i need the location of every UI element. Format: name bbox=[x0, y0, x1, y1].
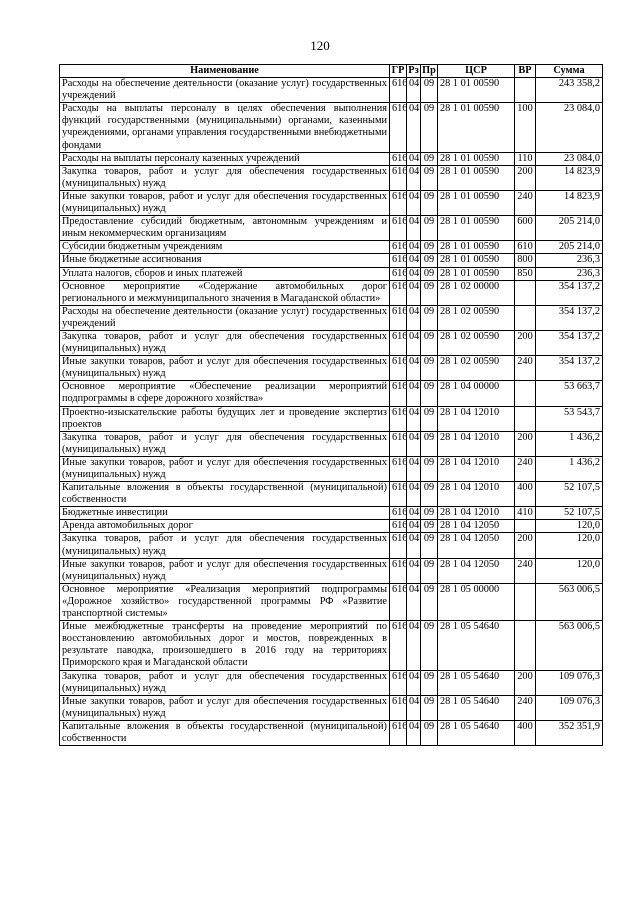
table-row bbox=[60, 190, 603, 215]
row-vr: 800 bbox=[515, 254, 536, 267]
row-gr: 616 bbox=[390, 520, 407, 533]
row-vr: 600 bbox=[515, 216, 536, 241]
row-pr: 09 bbox=[421, 406, 438, 431]
row-gr: 616 bbox=[390, 152, 407, 165]
row-csr: 28 1 02 00000 bbox=[438, 280, 515, 305]
row-rz: 04 bbox=[407, 482, 421, 507]
row-gr: 616 bbox=[390, 165, 407, 190]
row-name: Закупка товаров, работ и услуг для обеспечения государственных (муниципальных) нужд bbox=[60, 330, 390, 355]
row-csr: 28 1 01 00590 bbox=[438, 152, 515, 165]
row-pr: 09 bbox=[421, 621, 438, 670]
row-pr: 09 bbox=[421, 330, 438, 355]
row-gr: 616 bbox=[390, 381, 407, 406]
row-name: Предоставление субсидий бюджетным, автономным учреждениям и иным некоммерческим организациям bbox=[60, 216, 390, 241]
row-csr: 28 1 05 54640 bbox=[438, 670, 515, 695]
row-rz: 04 bbox=[407, 558, 421, 583]
row-rz: 04 bbox=[407, 381, 421, 406]
table-row bbox=[60, 152, 603, 165]
row-gr: 616 bbox=[390, 267, 407, 280]
table-header bbox=[60, 65, 603, 78]
row-pr: 09 bbox=[421, 456, 438, 481]
row-gr: 616 bbox=[390, 103, 407, 152]
row-sum: 52 107,5 bbox=[536, 482, 603, 507]
row-rz: 04 bbox=[407, 241, 421, 254]
row-sum: 53 663,7 bbox=[536, 381, 603, 406]
row-vr: 200 bbox=[515, 330, 536, 355]
row-rz: 04 bbox=[407, 456, 421, 481]
table-row bbox=[60, 330, 603, 355]
row-pr: 09 bbox=[421, 558, 438, 583]
row-name: Субсидии бюджетным учреждениям bbox=[60, 241, 390, 254]
row-csr: 28 1 05 00000 bbox=[438, 583, 515, 620]
table-row bbox=[60, 507, 603, 520]
row-rz: 04 bbox=[407, 267, 421, 280]
header-gr: ГР bbox=[390, 65, 407, 78]
row-rz: 04 bbox=[407, 190, 421, 215]
row-name: Расходы на выплаты персоналу казенных учреждений bbox=[60, 152, 390, 165]
table-row bbox=[60, 431, 603, 456]
row-name: Закупка товаров, работ и услуг для обеспечения государственных (муниципальных) нужд bbox=[60, 533, 390, 558]
row-pr: 09 bbox=[421, 152, 438, 165]
row-rz: 04 bbox=[407, 720, 421, 745]
row-vr: 240 bbox=[515, 695, 536, 720]
table-row bbox=[60, 482, 603, 507]
budget-table bbox=[59, 64, 603, 746]
row-gr: 616 bbox=[390, 406, 407, 431]
row-pr: 09 bbox=[421, 695, 438, 720]
row-vr bbox=[515, 621, 536, 670]
row-pr: 09 bbox=[421, 507, 438, 520]
row-csr: 28 1 04 12010 bbox=[438, 507, 515, 520]
row-gr: 616 bbox=[390, 558, 407, 583]
row-name: Основное мероприятие «Обеспечение реализации мероприятий подпрограммы в сфере дорожного хозяйства» bbox=[60, 381, 390, 406]
row-name: Бюджетные инвестиции bbox=[60, 507, 390, 520]
row-vr bbox=[515, 406, 536, 431]
header-rz: Рз bbox=[408, 65, 419, 76]
row-csr: 28 1 01 00590 bbox=[438, 241, 515, 254]
row-gr: 616 bbox=[390, 456, 407, 481]
row-gr: 616 bbox=[390, 190, 407, 215]
row-rz: 04 bbox=[407, 330, 421, 355]
row-sum: 205 214,0 bbox=[536, 216, 603, 241]
row-rz: 04 bbox=[407, 305, 421, 330]
row-vr: 200 bbox=[515, 670, 536, 695]
table-row bbox=[60, 558, 603, 583]
row-csr: 28 1 04 12010 bbox=[438, 456, 515, 481]
row-csr: 28 1 01 00590 bbox=[438, 78, 515, 103]
row-sum: 120,0 bbox=[536, 558, 603, 583]
header-sum: Сумма bbox=[536, 65, 603, 78]
row-sum: 23 084,0 bbox=[536, 152, 603, 165]
table-row bbox=[60, 583, 603, 620]
row-name: Капитальные вложения в объекты государственной (муниципальной) собственности bbox=[60, 482, 390, 507]
row-rz: 04 bbox=[407, 280, 421, 305]
row-rz: 04 bbox=[407, 583, 421, 620]
row-pr: 09 bbox=[421, 431, 438, 456]
header-vr: ВР bbox=[515, 65, 536, 78]
row-vr bbox=[515, 305, 536, 330]
row-name: Иные межбюджетные трансферты на проведение мероприятий по восстановлению автомобильных дорог и мостов, поврежденных в результате паводка, произошедшего в 2016 году на территориях Приморского края и Магаданской области bbox=[60, 621, 390, 670]
table-row bbox=[60, 621, 603, 670]
row-rz: 04 bbox=[407, 216, 421, 241]
row-gr: 616 bbox=[390, 305, 407, 330]
row-rz: 04 bbox=[407, 406, 421, 431]
table-row bbox=[60, 670, 603, 695]
row-gr: 616 bbox=[390, 356, 407, 381]
header-name: Наименование bbox=[60, 65, 390, 78]
row-name: Иные закупки товаров, работ и услуг для обеспечения государственных (муниципальных) нужд bbox=[60, 190, 390, 215]
row-sum: 53 543,7 bbox=[536, 406, 603, 431]
row-sum: 14 823,9 bbox=[536, 190, 603, 215]
table-row bbox=[60, 305, 603, 330]
row-csr: 28 1 01 00590 bbox=[438, 267, 515, 280]
row-name: Основное мероприятие «Реализация мероприятий подпрограммы «Дорожное хозяйство» государственной программы РФ «Развитие транспортной системы» bbox=[60, 583, 390, 620]
row-pr: 09 bbox=[421, 254, 438, 267]
row-pr: 09 bbox=[421, 482, 438, 507]
row-vr: 400 bbox=[515, 482, 536, 507]
row-csr: 28 1 02 00590 bbox=[438, 330, 515, 355]
row-pr: 09 bbox=[421, 381, 438, 406]
row-gr: 616 bbox=[390, 78, 407, 103]
table-row bbox=[60, 456, 603, 481]
row-csr: 28 1 05 54640 bbox=[438, 720, 515, 745]
row-name: Уплата налогов, сборов и иных платежей bbox=[60, 267, 390, 280]
row-csr: 28 1 04 12010 bbox=[438, 431, 515, 456]
row-csr: 28 1 05 54640 bbox=[438, 621, 515, 670]
row-sum: 354 137,2 bbox=[536, 356, 603, 381]
row-gr: 616 bbox=[390, 431, 407, 456]
row-pr: 09 bbox=[421, 670, 438, 695]
row-rz: 04 bbox=[407, 621, 421, 670]
row-csr: 28 1 04 12050 bbox=[438, 533, 515, 558]
table-row bbox=[60, 103, 603, 152]
row-pr: 09 bbox=[421, 533, 438, 558]
row-csr: 28 1 05 54640 bbox=[438, 695, 515, 720]
row-sum: 14 823,9 bbox=[536, 165, 603, 190]
row-pr: 09 bbox=[421, 280, 438, 305]
table-body bbox=[60, 78, 603, 746]
row-rz: 04 bbox=[407, 507, 421, 520]
row-rz: 04 bbox=[407, 520, 421, 533]
row-rz: 04 bbox=[407, 78, 421, 103]
row-pr: 09 bbox=[421, 241, 438, 254]
row-sum: 109 076,3 bbox=[536, 695, 603, 720]
row-csr: 28 1 04 12050 bbox=[438, 558, 515, 583]
header-row bbox=[60, 65, 603, 78]
row-gr: 616 bbox=[390, 621, 407, 670]
row-pr: 09 bbox=[421, 267, 438, 280]
row-gr: 616 bbox=[390, 216, 407, 241]
row-sum: 563 006,5 bbox=[536, 583, 603, 620]
row-name: Проектно-изыскательские работы будущих лет и проведение экспертиз проектов bbox=[60, 406, 390, 431]
row-name: Расходы на обеспечение деятельности (оказание услуг) государственных учреждений bbox=[60, 305, 390, 330]
row-vr bbox=[515, 280, 536, 305]
table-row bbox=[60, 280, 603, 305]
row-gr: 616 bbox=[390, 330, 407, 355]
row-name: Иные закупки товаров, работ и услуг для обеспечения государственных (муниципальных) нужд bbox=[60, 695, 390, 720]
row-sum: 563 006,5 bbox=[536, 621, 603, 670]
row-sum: 205 214,0 bbox=[536, 241, 603, 254]
table-row bbox=[60, 406, 603, 431]
row-csr: 28 1 04 12010 bbox=[438, 482, 515, 507]
row-csr: 28 1 04 00000 bbox=[438, 381, 515, 406]
row-csr: 28 1 04 12050 bbox=[438, 520, 515, 533]
row-vr: 100 bbox=[515, 103, 536, 152]
table-row bbox=[60, 720, 603, 745]
row-sum: 52 107,5 bbox=[536, 507, 603, 520]
row-rz: 04 bbox=[407, 356, 421, 381]
row-sum: 120,0 bbox=[536, 520, 603, 533]
row-name: Расходы на обеспечение деятельности (оказание услуг) государственных учреждений bbox=[60, 78, 390, 103]
row-vr bbox=[515, 381, 536, 406]
row-sum: 236,3 bbox=[536, 254, 603, 267]
row-vr: 240 bbox=[515, 558, 536, 583]
row-sum: 243 358,2 bbox=[536, 78, 603, 103]
row-vr: 850 bbox=[515, 267, 536, 280]
row-csr: 28 1 02 00590 bbox=[438, 356, 515, 381]
row-pr: 09 bbox=[421, 356, 438, 381]
row-vr: 240 bbox=[515, 356, 536, 381]
row-pr: 09 bbox=[421, 583, 438, 620]
row-gr: 616 bbox=[390, 720, 407, 745]
row-sum: 1 436,2 bbox=[536, 431, 603, 456]
row-name: Иные бюджетные ассигнования bbox=[60, 254, 390, 267]
row-gr: 616 bbox=[390, 254, 407, 267]
row-pr: 09 bbox=[421, 165, 438, 190]
row-rz: 04 bbox=[407, 165, 421, 190]
table-row bbox=[60, 267, 603, 280]
row-csr: 28 1 01 00590 bbox=[438, 216, 515, 241]
table-row bbox=[60, 520, 603, 533]
header-csr: ЦСР bbox=[438, 65, 515, 78]
row-sum: 354 137,2 bbox=[536, 305, 603, 330]
row-name: Основное мероприятие «Содержание автомобильных дорог регионального и межмуниципального значения в Магаданской области» bbox=[60, 280, 390, 305]
row-sum: 236,3 bbox=[536, 267, 603, 280]
row-csr: 28 1 01 00590 bbox=[438, 190, 515, 215]
table-row bbox=[60, 695, 603, 720]
table-row bbox=[60, 381, 603, 406]
row-pr: 09 bbox=[421, 720, 438, 745]
row-vr: 110 bbox=[515, 152, 536, 165]
row-gr: 616 bbox=[390, 533, 407, 558]
row-pr: 09 bbox=[421, 305, 438, 330]
row-name: Иные закупки товаров, работ и услуг для обеспечения государственных (муниципальных) нужд bbox=[60, 456, 390, 481]
row-vr: 200 bbox=[515, 431, 536, 456]
row-rz: 04 bbox=[407, 695, 421, 720]
row-rz: 04 bbox=[407, 103, 421, 152]
row-vr: 240 bbox=[515, 190, 536, 215]
row-vr bbox=[515, 520, 536, 533]
row-rz: 04 bbox=[407, 254, 421, 267]
table-row bbox=[60, 254, 603, 267]
row-name: Аренда автомобильных дорог bbox=[60, 520, 390, 533]
row-sum: 120,0 bbox=[536, 533, 603, 558]
row-pr: 09 bbox=[421, 190, 438, 215]
row-gr: 616 bbox=[390, 695, 407, 720]
table-row bbox=[60, 165, 603, 190]
row-name: Закупка товаров, работ и услуг для обеспечения государственных (муниципальных) нужд bbox=[60, 165, 390, 190]
row-gr: 616 bbox=[390, 280, 407, 305]
row-csr: 28 1 01 00590 bbox=[438, 103, 515, 152]
row-rz: 04 bbox=[407, 533, 421, 558]
table-row bbox=[60, 78, 603, 103]
row-csr: 28 1 01 00590 bbox=[438, 254, 515, 267]
row-vr: 200 bbox=[515, 533, 536, 558]
row-sum: 352 351,9 bbox=[536, 720, 603, 745]
row-name: Иные закупки товаров, работ и услуг для обеспечения государственных (муниципальных) нужд bbox=[60, 558, 390, 583]
row-csr: 28 1 04 12010 bbox=[438, 406, 515, 431]
row-sum: 354 137,2 bbox=[536, 280, 603, 305]
row-name: Капитальные вложения в объекты государственной (муниципальной) собственности bbox=[60, 720, 390, 745]
row-vr bbox=[515, 583, 536, 620]
row-vr: 400 bbox=[515, 720, 536, 745]
row-vr bbox=[515, 78, 536, 103]
row-gr: 616 bbox=[390, 583, 407, 620]
row-rz: 04 bbox=[407, 431, 421, 456]
row-name: Иные закупки товаров, работ и услуг для обеспечения государственных (муниципальных) нужд bbox=[60, 356, 390, 381]
row-name: Закупка товаров, работ и услуг для обеспечения государственных (муниципальных) нужд bbox=[60, 670, 390, 695]
row-sum: 1 436,2 bbox=[536, 456, 603, 481]
row-rz: 04 bbox=[407, 152, 421, 165]
row-pr: 09 bbox=[421, 216, 438, 241]
row-vr: 240 bbox=[515, 456, 536, 481]
row-vr: 410 bbox=[515, 507, 536, 520]
row-rz: 04 bbox=[407, 670, 421, 695]
table-row bbox=[60, 216, 603, 241]
row-sum: 23 084,0 bbox=[536, 103, 603, 152]
row-gr: 616 bbox=[390, 670, 407, 695]
row-pr: 09 bbox=[421, 78, 438, 103]
row-vr: 610 bbox=[515, 241, 536, 254]
row-pr: 09 bbox=[421, 520, 438, 533]
row-gr: 616 bbox=[390, 507, 407, 520]
row-name: Закупка товаров, работ и услуг для обеспечения государственных (муниципальных) нужд bbox=[60, 431, 390, 456]
page-number: 120 bbox=[310, 38, 330, 53]
row-sum: 354 137,2 bbox=[536, 330, 603, 355]
table-row bbox=[60, 533, 603, 558]
row-gr: 616 bbox=[390, 241, 407, 254]
row-name: Расходы на выплаты персоналу в целях обеспечения выполнения функций государственными (муниципальными) органами, казенными учреждениями, органами управления государственными внебюджетными фондами bbox=[60, 103, 390, 152]
table-row bbox=[60, 356, 603, 381]
row-csr: 28 1 01 00590 bbox=[438, 165, 515, 190]
row-sum: 109 076,3 bbox=[536, 670, 603, 695]
header-pr: Пр bbox=[422, 65, 436, 76]
row-gr: 616 bbox=[390, 482, 407, 507]
table-row bbox=[60, 241, 603, 254]
row-vr: 200 bbox=[515, 165, 536, 190]
row-csr: 28 1 02 00590 bbox=[438, 305, 515, 330]
row-pr: 09 bbox=[421, 103, 438, 152]
